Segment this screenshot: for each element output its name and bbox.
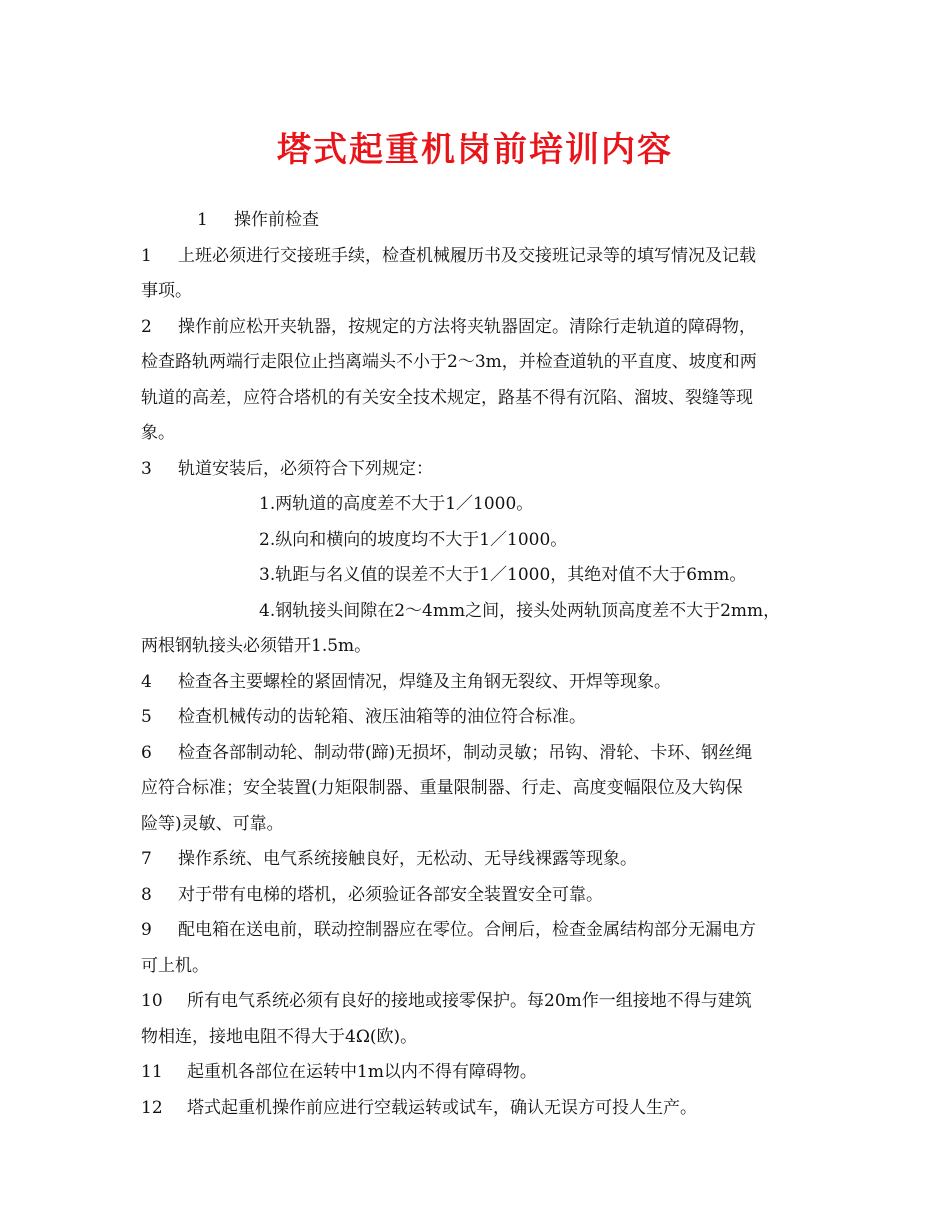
item-line xyxy=(141,1055,813,1091)
item-number: 5 xyxy=(141,707,152,727)
sub-item: 4.钢轨接头间隙在2～4mm之间，接头处两轨顶高度差不大于2mm， xyxy=(259,600,781,621)
item-line xyxy=(141,913,813,949)
sub-item: 1.两轨道的高度差不大于1／1000。 xyxy=(259,494,534,514)
section-number: 1 xyxy=(197,210,208,230)
document-title: 塔式起重机岗前培训内容 xyxy=(277,130,673,170)
item-line: 应符合标准；安全装置(力矩限制器、重量限制器、行走、高度变幅限位及大钩保 xyxy=(141,778,743,798)
item-text: 配电箱在送电前，联动控制器应在零位。合闸后，检查金属结构部分无漏电方 xyxy=(178,920,756,940)
item-text: 塔式起重机操作前应进行空载运转或试车，确认无误方可投人生产。 xyxy=(187,1097,697,1118)
list-item xyxy=(141,984,813,1055)
item-number: 7 xyxy=(141,849,152,869)
item-number: 12 xyxy=(141,1097,163,1118)
item-text: 检查各主要螺栓的紧固情况，焊缝及主角钢无裂纹、开焊等现象。 xyxy=(178,671,671,692)
document-body xyxy=(141,203,813,1126)
item-number: 1 xyxy=(141,245,152,266)
section-heading xyxy=(141,203,813,239)
list-item xyxy=(141,736,813,843)
item-line xyxy=(141,878,813,914)
item-line: 检查路轨两端行走限位止挡离端头不小于2～3m，并检查道轨的平直度、坡度和两 xyxy=(141,352,757,372)
item-text: 操作前应松开夹轨器，按规定的方法将夹轨器固定。清除行走轨道的障碍物， xyxy=(178,316,756,337)
item-line xyxy=(141,665,813,701)
item-line: 象。 xyxy=(141,423,175,443)
item-line xyxy=(141,239,813,275)
list-item xyxy=(141,913,813,984)
item-number: 10 xyxy=(141,991,163,1011)
list-item xyxy=(141,1091,813,1127)
list-item xyxy=(141,1055,813,1091)
item-line xyxy=(141,736,813,772)
item-text: 所有电气系统必须有良好的接地或接零保护。每20m作一组接地不得与建筑 xyxy=(187,991,752,1011)
item-number: 9 xyxy=(141,920,152,940)
item-line xyxy=(141,842,813,878)
item-text: 操作系统、电气系统接触良好，无松动、无导线裸露等现象。 xyxy=(178,849,637,869)
sub-item: 3.轨距与名义值的误差不大于1／1000，其绝对值不大于6mm。 xyxy=(259,565,747,585)
sub-item-continuation: 两根钢轨接头必须错开1.5m。 xyxy=(141,636,372,656)
list-item xyxy=(141,665,813,701)
item-text: 检查各部制动轮、制动带(蹄)无损坏，制动灵敏；吊钩、滑轮、卡环、钢丝绳 xyxy=(178,742,753,763)
list-item xyxy=(141,842,813,878)
sub-item-list xyxy=(141,487,813,665)
list-item xyxy=(141,700,813,736)
item-line xyxy=(141,1091,813,1127)
item-text: 对于带有电梯的塔机，必须验证各部安全装置安全可靠。 xyxy=(178,884,603,905)
item-text: 起重机各部位在运转中1m以内不得有障碍物。 xyxy=(187,1062,537,1082)
item-number: 2 xyxy=(141,316,152,337)
item-line: 轨道的高差，应符合塔机的有关安全技术规定，路基不得有沉陷、溜坡、裂缝等现 xyxy=(141,387,753,408)
item-line xyxy=(141,452,813,488)
section-title: 操作前检查 xyxy=(234,210,319,230)
sub-item: 2.纵向和横向的坡度均不大于1／1000。 xyxy=(259,529,568,550)
list-item xyxy=(141,452,813,488)
list-item xyxy=(141,239,813,310)
item-text: 轨道安装后，必须符合下列规定： xyxy=(178,458,433,479)
item-line xyxy=(141,310,813,346)
item-text: 检查机械传动的齿轮箱、液压油箱等的油位符合标准。 xyxy=(178,707,586,727)
item-line: 可上机。 xyxy=(141,955,209,976)
item-line: 物相连，接地电阻不得大于4Ω(欧)。 xyxy=(141,1026,418,1047)
item-text: 上班必须进行交接班手续，检查机械履历书及交接班记录等的填写情况及记载 xyxy=(178,245,756,266)
item-line: 险等)灵敏、可靠。 xyxy=(141,813,284,834)
item-number: 6 xyxy=(141,742,152,763)
item-line: 事项。 xyxy=(141,281,192,301)
item-line xyxy=(141,700,813,736)
list-item xyxy=(141,878,813,914)
list-item xyxy=(141,310,813,452)
item-number: 3 xyxy=(141,458,152,479)
item-number: 11 xyxy=(141,1062,163,1082)
item-number: 8 xyxy=(141,884,152,905)
item-line xyxy=(141,984,813,1020)
item-number: 4 xyxy=(141,671,152,692)
